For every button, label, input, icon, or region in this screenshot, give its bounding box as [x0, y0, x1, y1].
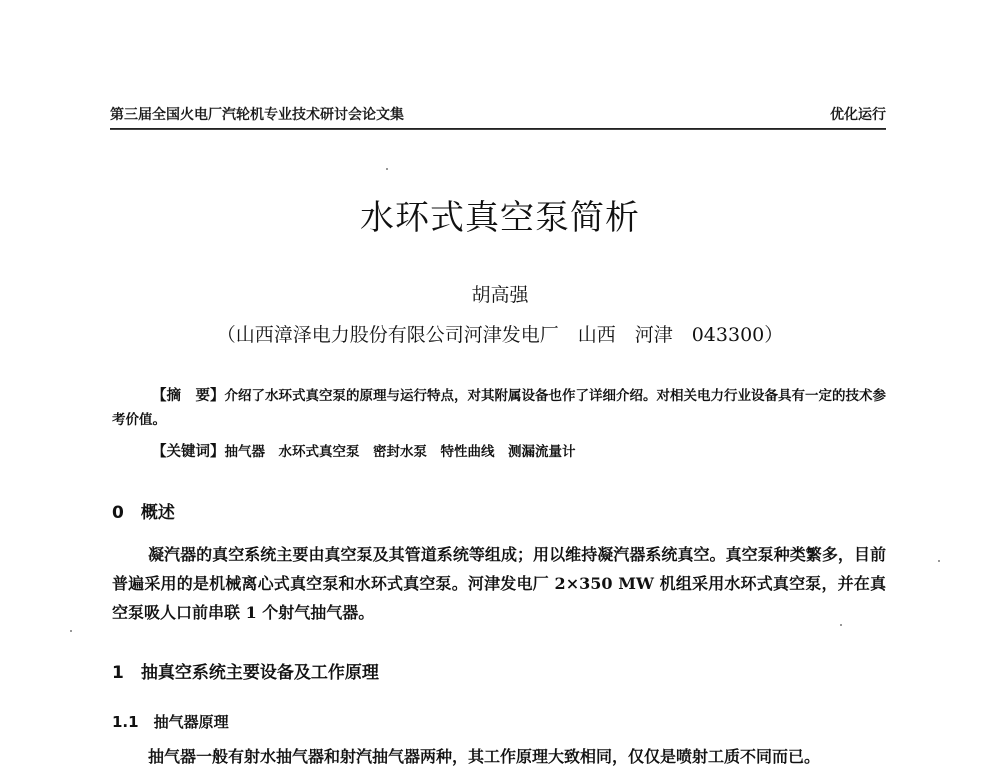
abstract-label: 【摘 要】: [152, 387, 225, 404]
header-section-name: 优化运行: [830, 107, 886, 123]
subsection-1-1-paragraph: 抽气器一般有射水抽气器和射汽抽气器两种，其工作原理大致相同，仅仅是喷射工质不同而已。: [148, 747, 821, 766]
subsection-heading-1-1: 1.1 抽气器原理: [112, 713, 229, 731]
running-header: [110, 104, 886, 130]
abstract: [112, 384, 886, 432]
scan-speck: [840, 624, 842, 626]
author-name: 胡高强: [471, 284, 529, 306]
paper-title: 水环式真空泵简析: [360, 198, 640, 238]
author-affiliation: （山西漳泽电力股份有限公司河津发电厂 山西 河津 043300）: [216, 324, 784, 346]
abstract-text: 介绍了水环式真空泵的原理与运行特点，对其附属设备也作了详细介绍。对相关电力行业设备具有一定的技术参考价值。: [112, 388, 886, 428]
scan-speck: [386, 168, 388, 170]
keywords-text: 抽气器 水环式真空泵 密封水泵 特性曲线 测漏流量计: [224, 444, 576, 460]
section-0-paragraph: 凝汽器的真空系统主要由真空泵及其管道系统等组成；用以维持凝汽器系统真空。真空泵种类繁多，目前普遍采用的是机械离心式真空泵和水环式真空泵。河津发电厂 2×350 MW 机组采用水环式真空泵，并在真空泵吸人口前串联 1 个射气抽气器。: [112, 545, 886, 622]
scan-speck: [938, 560, 940, 562]
header-rule: [110, 129, 886, 130]
keywords-label: 【关键词】: [152, 443, 225, 460]
scan-speck: [70, 630, 72, 632]
keywords: [152, 440, 886, 461]
section-heading-1: 1 抽真空系统主要设备及工作原理: [112, 663, 379, 683]
section-heading-0: 0 概述: [112, 503, 175, 523]
header-journal-title: 第三届全国火电厂汽轮机专业技术研讨会论文集: [110, 107, 404, 123]
